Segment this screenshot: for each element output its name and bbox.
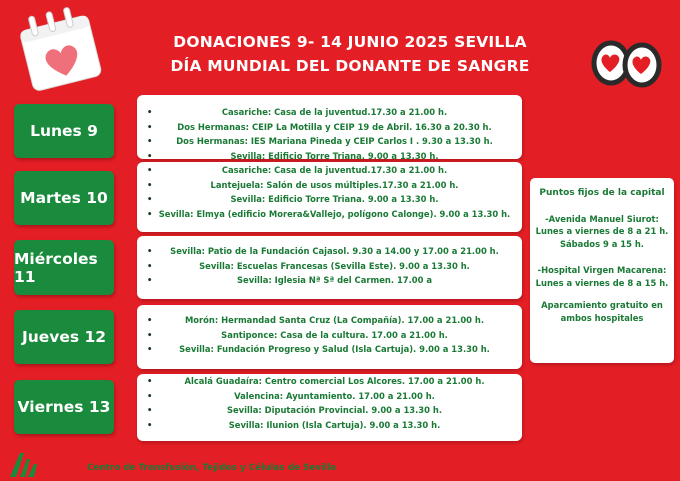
day-badge-thursday: Jueves 12 bbox=[14, 310, 114, 364]
list-item: • Sevilla: Elmya (edificio Morera&Vallejo, polígono Calonge). 9.00 a 13.30 h. bbox=[145, 207, 514, 222]
day-badge-wednesday: Miércoles 11 bbox=[14, 240, 114, 295]
schedule-wednesday bbox=[137, 236, 522, 299]
fixed-point-macarena-name: -Hospital Virgen Macarena: bbox=[537, 265, 667, 275]
list-item: • Alcalá Guadaíra: Centro comercial Los Alcores. 17.00 a 21.00 h. bbox=[145, 374, 514, 389]
title-line-2: DÍA MUNDIAL DEL DONANTE DE SANGRE bbox=[170, 57, 530, 75]
parking-note-line-2: ambos hospitales bbox=[560, 312, 644, 323]
day-badge-tuesday: Martes 10 bbox=[14, 171, 114, 225]
schedule-thursday bbox=[137, 305, 522, 369]
day-badge-monday: Lunes 9 bbox=[14, 104, 114, 158]
calendar-heart-icon bbox=[14, 4, 110, 96]
heart-eyes-icon bbox=[591, 38, 663, 92]
schedule-monday bbox=[137, 95, 522, 159]
fixed-point-siurot bbox=[534, 213, 670, 251]
list-item: • Sevilla: Escuelas Francesas (Sevilla Este). 9.00 a 13.30 h. bbox=[145, 259, 514, 274]
junta-andalucia-logo bbox=[8, 450, 44, 478]
list-item: • Lantejuela: Salón de usos múltiples.17.30 a 21.00 h. bbox=[145, 178, 514, 193]
parking-note bbox=[534, 299, 670, 324]
list-item: • Dos Hermanas: IES Mariana Pineda y CEIP Carlos I . 9.30 a 13.30 h. bbox=[145, 134, 514, 149]
list-item: • Sevilla: Edificio Torre Triana. 9.00 a 13.30 h. bbox=[145, 192, 514, 207]
list-item: • Dos Hermanas: CEIP La Motilla y CEIP 19 de Abril. 16.30 a 20.30 h. bbox=[145, 120, 514, 135]
list-item: • Sevilla: Fundación Progreso y Salud (Isla Cartuja). 9.00 a 13.30 h. bbox=[145, 342, 514, 357]
list-item: • Sevilla: Diputación Provincial. 9.00 a 13.30 h. bbox=[145, 403, 514, 418]
list-item: • Casariche: Casa de la juventud.17.30 a 21.00 h. bbox=[145, 105, 514, 120]
parking-note-line-1: Aparcamiento gratuito en bbox=[541, 300, 663, 310]
page-title bbox=[140, 30, 560, 78]
fixed-point-siurot-weekdays: Lunes a viernes de 8 a 21 h. bbox=[535, 226, 669, 236]
fixed-point-macarena bbox=[534, 264, 670, 289]
list-item: • Sevilla: Iglesia Nª Sª del Carmen. 17.00 a bbox=[145, 273, 514, 288]
fixed-point-siurot-saturday: Sábados 9 a 15 h. bbox=[559, 238, 644, 249]
schedule-tuesday bbox=[137, 162, 522, 232]
day-badge-friday: Viernes 13 bbox=[14, 380, 114, 434]
list-item: • Santiponce: Casa de la cultura. 17.00 a 21.00 h. bbox=[145, 328, 514, 343]
fixed-point-siurot-name: -Avenida Manuel Siurot: bbox=[545, 213, 659, 224]
footer-text: Centro de Transfusión, Tejidos y Células de Sevilla bbox=[87, 463, 337, 473]
title-line-1: DONACIONES 9- 14 JUNIO 2025 SEVILLA bbox=[173, 33, 527, 51]
list-item: • Sevilla: Edificio Torre Triana. 9.00 a 13.30 h. bbox=[145, 149, 514, 159]
fixed-point-macarena-weekdays: Lunes a viernes de 8 a 15 h. bbox=[535, 277, 669, 288]
list-item: • Valencina: Ayuntamiento. 17.00 a 21.00 h. bbox=[145, 389, 514, 404]
list-item: • Sevilla: Ilunion (Isla Cartuja). 9.00 a 13.30 h. bbox=[145, 418, 514, 433]
list-item: • Sevilla: Patio de la Fundación Cajasol. 9.30 a 14.00 y 17.00 a 21.00 h. bbox=[145, 244, 514, 259]
list-item: • Morón: Hermandad Santa Cruz (La Compañía). 17.00 a 21.00 h. bbox=[145, 313, 514, 328]
schedule-friday bbox=[137, 374, 522, 441]
fixed-points-title: Puntos fijos de la capital bbox=[539, 188, 665, 198]
list-item: • Casariche: Casa de la juventud.17.30 a 21.00 h. bbox=[145, 163, 514, 178]
fixed-points-panel bbox=[530, 178, 674, 363]
